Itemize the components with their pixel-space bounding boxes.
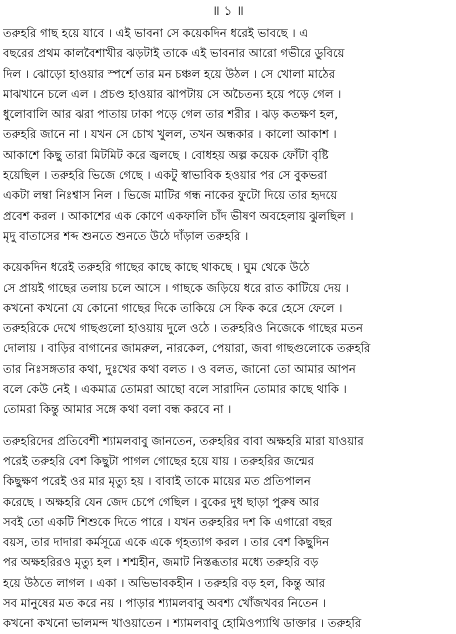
text-line: কখনো কখনো ভালমন্দ খাওয়াতেন । শ্যামলবাবু হোমিওপ্যাথি ডাক্তার । তরুহরি	[3, 616, 362, 631]
text-line: হয়ে উঠতে লাগল । একা । অভিভাবকহীন । তরুহরি বড় হল, কিন্তু আর	[3, 575, 326, 590]
text-line: ধুলোবালি আর ঝরা পাতায় ঢাকা পড়ে গেল তার শরীর । ঝড় কতক্ষণ হল,	[3, 107, 339, 122]
text-line: বলে কেউ নেই । একমাত্র তোমরা আছো বলে সারাদিন তোমার কাছে থাকি ।	[3, 382, 347, 397]
text-line: তরুহরিদের প্রতিবেশী শ্যামলবাবু জানতেন, তরুহরির বাবা অক্ষহরি মারা যাওয়ার	[3, 433, 364, 448]
text-line: তরুহরি জানে না । যখন সে চোখ খুলল, তখন অন্ধকার । কালো আকাশ ।	[3, 127, 337, 142]
text-line: তার নিঃসঙ্গতার কথা, দুঃখের কথা বলত । ও বলত, জানো তো আমার আপন	[3, 361, 356, 376]
text-line: সবই তো একটি শিশুকে দিতে পারে । যখন তরুহরির দশ কি এগারো বছর	[3, 514, 333, 529]
text-line: তরুহরি গাছ হয়ে যাবে । এই ভাবনা সে কয়েকদিন ধরেই ভাবছে । এ	[3, 26, 309, 40]
text-line: কখনো কখনো যে কোনো গাছের দিকে তাকিয়ে সে ফিক করে হেসে ফেলে ।	[3, 300, 343, 315]
text-line: প্রবেশ করল । আকাশের এক কোণে একফালি চাঁদ ভীষণ অবহেলায় ঝুলছিল ।	[3, 208, 354, 223]
text-line: করেছে । অক্ষহরি যেন জেদ চেপে গেছিল । বুকের দুধ ছাড়া পুরুষ আর	[3, 494, 320, 509]
paragraph-3	[3, 431, 453, 634]
paragraph-gap	[3, 420, 453, 431]
text-line: হয়েছিল । তরুহরি ভিজে গেছে । একটু স্বাভাবিক হওয়ার পর সে বুকভরা	[3, 168, 328, 183]
text-line: আকাশে কিছু তারা মিটমিট করে জ্বলছে । বোধহয় অল্প কয়েক ফোঁটা বৃষ্টি	[3, 147, 329, 162]
paragraph-1	[3, 23, 453, 246]
text-line: পরেই তরুহরি বেশ কিছুটা পাগল গোছের হয়ে যায় । তরুহরির জন্মের	[3, 453, 315, 468]
chapter-heading: ॥ ১ ॥	[212, 4, 244, 19]
text-line: দিল । ঝোড়ো হাওয়ার স্পর্শে তার মন চঞ্চল হয়ে উঠল । সে খোলা মাঠের	[3, 66, 336, 81]
text-line: মাঝখানে চলে এল । প্রচণ্ড হাওয়ার ঝাপটায় সে অচৈতন্য হয়ে পড়ে গেল ।	[3, 86, 342, 101]
text-line: দোলায় । বাড়ির বাগানের জামরুল, নারকেল, পেয়ারা, জবা গাছগুলোকে তরুহরি	[3, 341, 371, 356]
text-line: কয়েকদিন ধরেই তরুহরি গাছের কাছে কাছে থাকছে । ঘুম থেকে উঠে	[3, 260, 310, 275]
text-line: তোমরা কিন্তু আমার সঙ্গে কথা বলা বন্ধ করবে না ।	[3, 402, 232, 417]
text-line: কিছুক্ষণ পরেই ওর মার মৃত্যু হয় । বাবাই তাকে মায়ের মত প্রতিপালন	[3, 474, 311, 489]
text-line: সে প্রায়ই গাছের তলায় চলে আসে । গাছকে জড়িয়ে ধরে রাত কাটিয়ে দেয় ।	[3, 280, 349, 295]
text-line: মৃদু বাতাসের শব্দ শুনতে শুনতে উঠে দাঁড়াল তরুহরি ।	[3, 228, 249, 243]
paragraph-gap	[3, 246, 453, 257]
paragraph-2	[3, 257, 453, 419]
text-line: একটা লম্বা নিঃশ্বাস নিল । ভিজে মাটির গন্ধ নাকের ফুটো দিয়ে তার হৃদয়ে	[3, 188, 338, 203]
text-line: বছরের প্রথম কালবৈশাখীর ঝড়টাই তাকে এই ভাবনার আরো গভীরে ডুবিয়ে	[3, 46, 345, 61]
text-line: সব মানুষের মত করে নয় । পাড়ার শ্যামলবাবু অবশ্য খোঁজখবর নিতেন ।	[3, 596, 327, 611]
text-line: বয়স, তার দাদারা কর্মসূত্রে একে একে গৃহত্যাগ করল । তার বেশ কিছুদিন	[3, 535, 330, 550]
text-line: তরুহরিকে দেখে গাছগুলো হাওয়ায় দুলে ওঠে । তরুহরিও নিজেকে গাছের মতন	[3, 321, 363, 336]
text-line: পর অক্ষহরিরও মৃত্যু হল । শশ্মহীন, জমাট নিস্তব্ধতার মধ্যে তরুহরি বড়	[3, 555, 319, 570]
